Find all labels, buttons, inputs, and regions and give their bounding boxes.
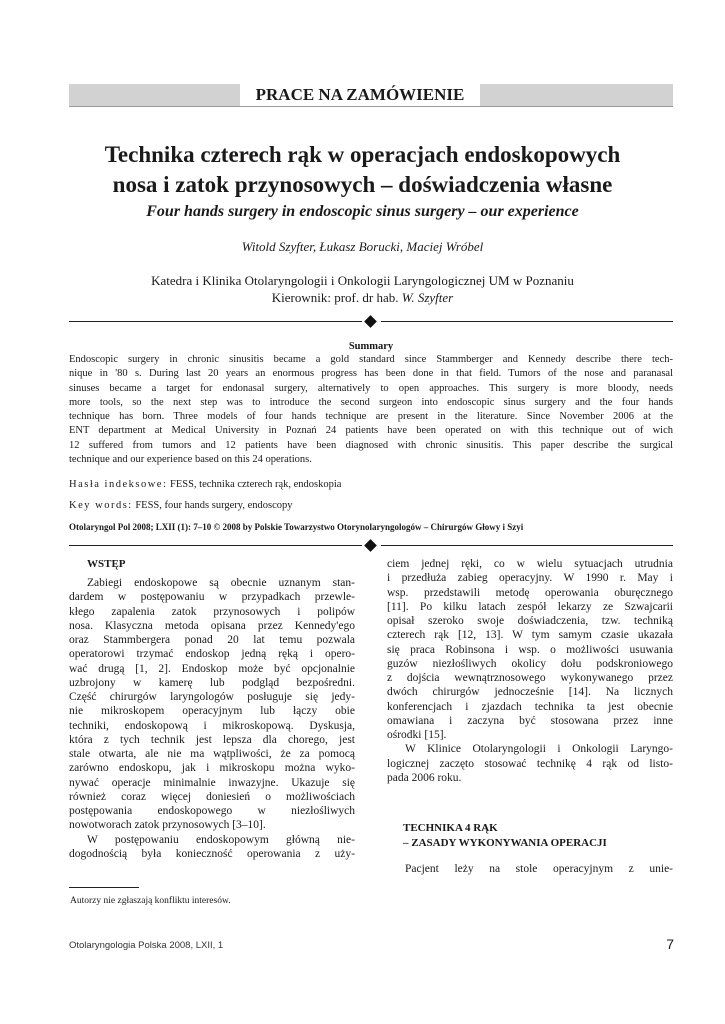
affiliation-head	[40, 289, 685, 306]
subtitle: Four hands surgery in endoscopic sinus surgery – our experience	[146, 203, 579, 220]
left-column-heading: WSTĘP	[87, 558, 126, 570]
right-line: się praca Robinsona i wsp. o możliwości usuwania	[387, 643, 673, 656]
right-column-heading-1: TECHNIKA 4 RĄK	[403, 822, 498, 834]
left-line: nosa. Klasyczna metoda opisana przez Kennedy'ego	[69, 619, 355, 632]
right-line: omawiana i zaczyna być stosowana przez inne	[387, 714, 673, 727]
right-column-text	[387, 557, 673, 785]
left-line: oraz Stammbergera ponad 20 lat temu pozwala	[69, 634, 355, 646]
left-line: postępowania endoskopowego w niezłośliwych	[69, 805, 355, 817]
right-line: czterech rąk [12, 13]. W tym samym czasie ukazała	[387, 629, 673, 642]
right-line: [11]. Po kilku latach zespół lekarzy ze Szwajcarii	[387, 600, 673, 613]
keywords-en-value: FESS, four hands surgery, endoscopy	[135, 500, 293, 511]
left-line: kłego zapalenia zatok przynosowych i polipów	[69, 605, 355, 618]
right-line: ciem jednej ręki, co w wielu sytuacjach utrudnia	[387, 558, 673, 570]
left-line: uzbrojony w kamerę lub podgląd bezpośredni.	[69, 676, 355, 689]
right-column-heading-2: – ZASADY WYKONYWANIA OPERACJI	[403, 837, 607, 849]
footnote-rule	[69, 887, 139, 888]
left-line: która z tych technik jest lepsza dla chorego, jest	[69, 733, 355, 746]
divider-diamond-icon-2	[364, 539, 377, 552]
left-line: również coraz więcej doniesień o możliwościach	[69, 790, 355, 803]
left-line: nywać operacje minimalnie inwazyjne. Ukazuje się	[69, 776, 355, 789]
summary-line: more tools, so the next step was to introduce the second surgeon into endoscopic sinus surgery and the four hands	[69, 396, 673, 408]
affiliation-head-name: W. Szyfter	[401, 290, 454, 305]
divider-left-2	[69, 545, 362, 546]
left-line: zarówno endoskopu, jak i mikroskopu można wyko-	[69, 762, 355, 775]
right-line: dwóch chirurgów jednocześnie [14]. Na licznych	[387, 686, 673, 699]
header-band-right	[480, 84, 673, 106]
keywords-pl-label: Hasła indeksowe:	[69, 479, 168, 490]
divider-left	[69, 321, 362, 322]
left-line: techniki, endoskopową i mikroskopową. Dyskusja,	[69, 719, 355, 732]
left-line: stale otwarta, ale nie ma wątpliwości, że za pomocą	[69, 748, 355, 760]
keywords-en	[69, 499, 673, 513]
authors: Witold Szyfter, Łukasz Borucki, Maciej Wróbel	[241, 239, 484, 254]
left-line: Część chirurgów laryngologów posługuje się jedy-	[69, 691, 355, 703]
right-line: guzów niezłośliwych okolicy dołu podskroniowego	[387, 657, 673, 670]
right-line: opisał szeroko swoje doświadczenia, tzw. techniką	[387, 615, 673, 627]
right-line: i przedłuża zabieg operacyjny. W 1990 r. May i	[387, 572, 673, 585]
affiliation-head-prefix: Kierownik: prof. dr hab.	[271, 290, 402, 305]
keywords-pl	[69, 478, 673, 492]
right-line: logicznej zaczęto stosować technikę 4 rąk od listo-	[387, 757, 673, 770]
summary-line: sinuses became a target for endonasal surgery, alternatively to open approaches. This surgery is more bloody, needs	[69, 382, 673, 394]
keywords-en-label: Key words:	[69, 500, 133, 511]
left-line: nowotworach zatok przynosowych [3–10].	[69, 819, 266, 832]
summary-line: ENT department at Medical University in Poznań 24 patients have been operated on with this technique out of wich	[69, 425, 673, 437]
left-line: wać drugą [1, 2]. Endoskop może być opcjonalnie	[69, 662, 355, 675]
summary-line: nique in '80 s. During last 20 years an enormous progress has been done in that field. Tumors of the nose and paranasal	[69, 368, 673, 380]
summary-line: 12 suffered from tumors and 12 patients have been diagnosed with chronic sinusitis. This paper describe the surgical	[69, 439, 673, 451]
page-number: 7	[666, 936, 674, 952]
affiliation-line: Katedra i Klinika Otolaryngologii i Onkologii Laryngologicznej UM w Poznaniu	[151, 273, 574, 288]
title-line-2: nosa i zatok przynosowych – doświadczenia własne	[112, 172, 613, 197]
right-line: Pacjent leży na stole operacyjnym z unie-	[405, 863, 673, 875]
header-band-left	[69, 84, 240, 106]
journal-footer: Otolaryngologia Polska 2008, LXII, 1	[69, 940, 224, 951]
left-line: Zabiegi endoskopowe są obecnie uznanym stan-	[87, 577, 355, 589]
divider-right	[381, 321, 673, 322]
summary-line: technique and our experience based on this 24 operations.	[69, 454, 312, 466]
title-line-1: Technika czterech rąk w operacjach endoskopowych	[104, 142, 621, 167]
right-line: pada 2006 roku.	[387, 771, 462, 784]
right-line: ośrodki [15].	[387, 729, 447, 741]
right-column-text-2	[387, 862, 673, 876]
left-line: dogodnością była konieczność operowania z uży-	[69, 847, 355, 860]
left-line: operatorowi trzymać endoskop jedną ręką i opero-	[69, 648, 355, 661]
header-band-rule	[69, 106, 673, 107]
left-line: dardem w postępowaniu w przypadkach przewle-	[69, 591, 355, 604]
right-line: konferencjach i zjazdach technika ta jest obecnie	[387, 700, 673, 713]
left-column-text	[69, 576, 355, 861]
summary-heading: Summary	[348, 341, 394, 352]
summary-line: Endoscopic surgery in chronic sinusitis became a gold standard since Stammberger and Kennedy describe there tech-	[69, 354, 673, 365]
left-line: nie mikroskopem operacyjnym lub łączy obie	[69, 705, 355, 718]
summary-text	[69, 353, 673, 467]
left-line: W postępowaniu endoskopowym główną nie-	[87, 833, 355, 846]
divider-right-2	[381, 545, 673, 546]
right-line: W Klinice Otolaryngologii i Onkologii Laryngo-	[405, 743, 673, 756]
right-line: wsp. przedstawili metodę operowania oburęcznego	[387, 586, 673, 599]
footnote: Autorzy nie zgłaszają konfliktu interesów.	[70, 896, 231, 906]
summary-line: technique has born. Three models of four hands technique are present in the literature. Since November 2006 at the	[69, 411, 673, 423]
section-tag: PRACE NA ZAMÓWIENIE	[255, 85, 465, 104]
divider-diamond-icon	[364, 315, 377, 328]
keywords-pl-value: FESS, technika czterech rąk, endoskopia	[169, 479, 342, 490]
citation: Otolaryngol Pol 2008; LXII (1): 7–10 © 2008 by Polskie Towarzystwo Otorynolaryngologów – Chirurgów Głowy i Szyi	[69, 522, 524, 532]
right-line: z dojścia wewnątrznosowego wykonywanego przez	[387, 672, 673, 684]
